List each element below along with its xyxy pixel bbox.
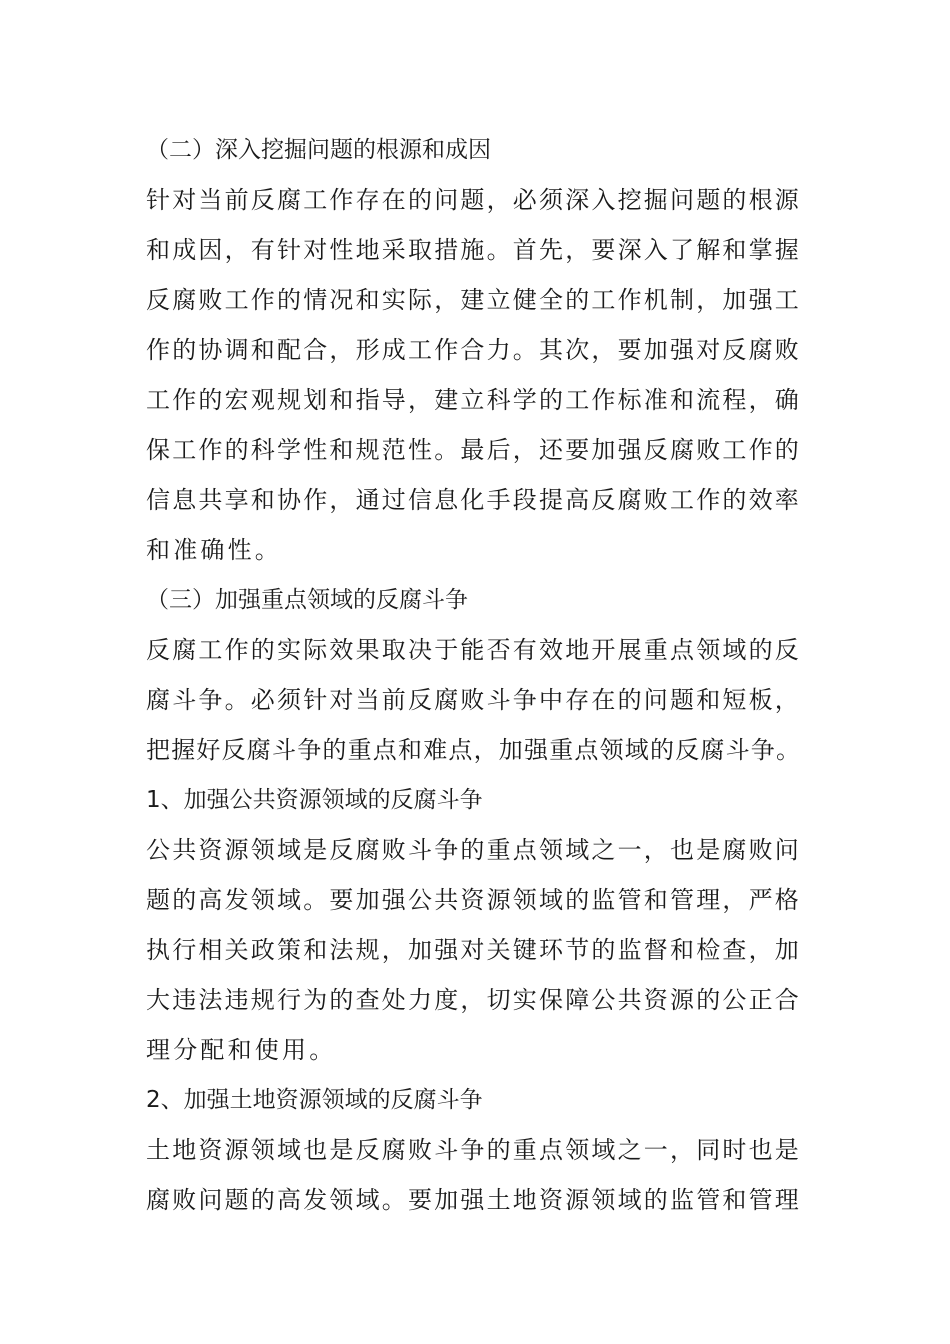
paragraph-line: 执行相关政策和法规，加强对关键环节的监督和检查，加 [146,936,801,964]
paragraph-line: 作的协调和配合，形成工作合力。其次，要加强对反腐败 [146,336,801,364]
paragraph-line: 土地资源领域也是反腐败斗争的重点领域之一，同时也是 [146,1136,801,1164]
section-heading-2: （二）深入挖掘问题的根源和成因 [146,137,491,163]
paragraph-line: 信息共享和协作，通过信息化手段提高反腐败工作的效率 [146,486,801,514]
paragraph-line: 工作的宏观规划和指导，建立科学的工作标准和流程，确 [146,386,801,414]
paragraph-line: 题的高发领域。要加强公共资源领域的监管和管理，严格 [146,886,801,914]
paragraph-line: 腐败问题的高发领域。要加强土地资源领域的监管和管理 [146,1186,801,1214]
paragraph-line: 反腐败工作的情况和实际，建立健全的工作机制，加强工 [146,286,801,314]
paragraph-line: 理分配和使用。 [146,1036,337,1064]
paragraph-line: 反腐工作的实际效果取决于能否有效地开展重点领域的反 [146,636,801,664]
paragraph-line: 腐斗争。必须针对当前反腐败斗争中存在的问题和短板， [146,686,801,714]
subsection-heading-2: 2、加强土地资源领域的反腐斗争 [146,1087,483,1113]
section-heading-3: （三）加强重点领域的反腐斗争 [146,587,468,613]
subsection-heading-1: 1、加强公共资源领域的反腐斗争 [146,787,483,813]
paragraph-line: 和成因，有针对性地采取措施。首先，要深入了解和掌握 [146,236,801,264]
paragraph-line: 和准确性。 [146,536,282,564]
paragraph-line: 大违法违规行为的查处力度，切实保障公共资源的公正合 [146,986,801,1014]
paragraph-line: 公共资源领域是反腐败斗争的重点领域之一，也是腐败问 [146,836,801,864]
paragraph-line: 针对当前反腐工作存在的问题，必须深入挖掘问题的根源 [146,186,801,214]
paragraph-line: 保工作的科学性和规范性。最后，还要加强反腐败工作的 [146,436,801,464]
paragraph-line: 把握好反腐斗争的重点和难点，加强重点领域的反腐斗争。 [146,736,802,764]
